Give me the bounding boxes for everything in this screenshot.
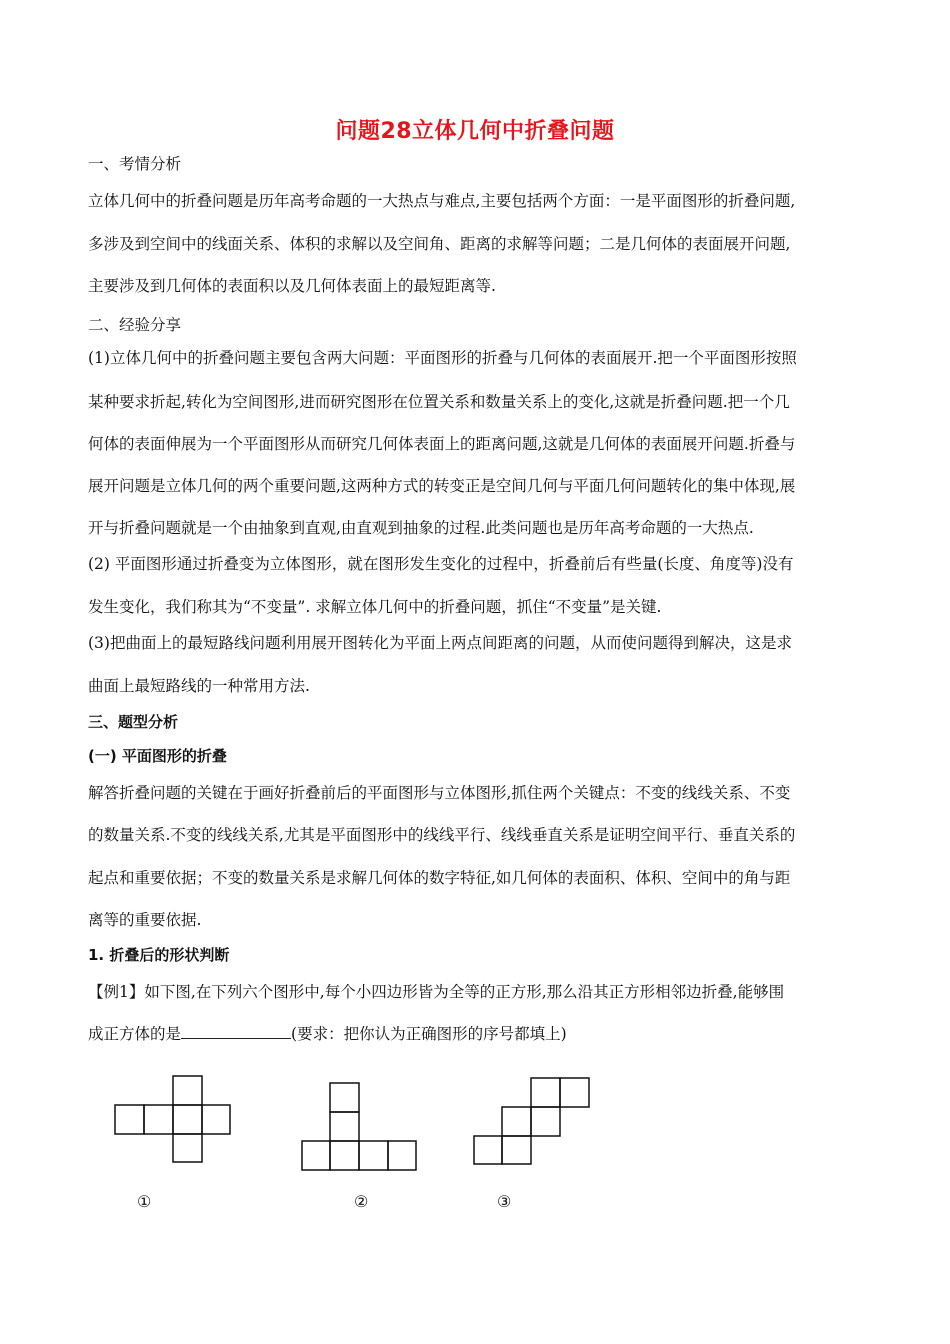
example-line-2 (88, 1022, 878, 1044)
example-line-2-pre: 成正方体的是 (88, 1025, 182, 1043)
topic-heading: 1. 折叠后的形状判断 (88, 946, 230, 964)
section2-line-3: 何体的表面伸展为一个平面图形从而研究几何体表面上的距离问题,这就是几何体的表面展开问题.折叠与 (88, 435, 796, 453)
section2-line-7: 发生变化，我们称其为“不变量”. 求解立体几何中的折叠问题，抓住“不变量”是关键. (88, 598, 662, 616)
section1-line-1: 立体几何中的折叠问题是历年高考命题的一大热点与难点,主要包括两个方面：一是平面图形的折叠问题, (88, 192, 796, 210)
page-title: 问题28立体几何中折叠问题 (335, 119, 615, 144)
section3-subheading: (一) 平面图形的折叠 (88, 747, 227, 765)
section2-line-1: (1)立体几何中的折叠问题主要包含两大问题：平面图形的折叠与几何体的表面展开.把一个平面图形按照 (88, 349, 797, 367)
section2-line-9: 曲面上最短路线的一种常用方法. (88, 677, 310, 695)
section2-line-6: (2) 平面图形通过折叠变为立体图形，就在图形发生变化的过程中，折叠前后有些量(长度、角度等)没有 (88, 555, 794, 573)
section1-line-3: 主要涉及到几何体的表面积以及几何体表面上的最短距离等. (88, 277, 496, 295)
section3-line-2: 的数量关系.不变的线线关系,尤其是平面图形中的线线平行、线线垂直关系是证明空间平行、垂直关系的 (88, 826, 796, 844)
section2-line-8: (3)把曲面上的最短路线问题利用展开图转化为平面上两点间距离的问题，从而使问题得到解决，这是求 (88, 634, 792, 652)
figure-1-net (115, 1076, 230, 1162)
section3-heading: 三、题型分析 (88, 713, 179, 731)
section3-line-4: 离等的重要依据. (88, 911, 202, 929)
example-line-1: 【例1】如下图,在下列六个图形中,每个小四边形皆为全等的正方形,那么沿其正方形相邻边折叠,能够围 (88, 983, 785, 1001)
section2-line-4: 展开问题是立体几何的两个重要问题,这两种方式的转变正是空间几何与平面几何问题转化的集中体现,展 (88, 477, 796, 495)
figure-2-net (302, 1083, 416, 1170)
figure-3-net (474, 1078, 589, 1164)
section2-line-2: 某种要求折起,转化为空间图形,进而研究图形在位置关系和数量关系上的变化,这就是折叠问题.把一个几 (88, 393, 790, 411)
section1-line-2: 多涉及到空间中的线面关系、体积的求解以及空间角、距离的求解等问题；二是几何体的表面展开问题, (88, 235, 791, 253)
section3-line-1: 解答折叠问题的关键在于画好折叠前后的平面图形与立体图形,抓住两个关键点：不变的线线关系、不变 (88, 784, 791, 802)
answer-blank (181, 1024, 291, 1039)
figure-2-caption: ② (354, 1192, 369, 1211)
figure-3-caption: ③ (497, 1192, 512, 1211)
section3-line-3: 起点和重要依据；不变的数量关系是求解几何体的数字特征,如几何体的表面积、体积、空间中的角与距 (88, 869, 791, 887)
cube-net-figures (0, 1070, 950, 1180)
section2-line-5: 开与折叠问题就是一个由抽象到直观,由直观到抽象的过程.此类问题也是历年高考命题的一大热点. (88, 519, 754, 537)
section2-heading: 二、经验分享 (88, 316, 182, 334)
example-line-2-post: (要求：把你认为正确图形的序号都填上) (291, 1025, 567, 1043)
figure-1-caption: ① (137, 1192, 152, 1211)
section1-heading: 一、考情分析 (88, 155, 182, 173)
